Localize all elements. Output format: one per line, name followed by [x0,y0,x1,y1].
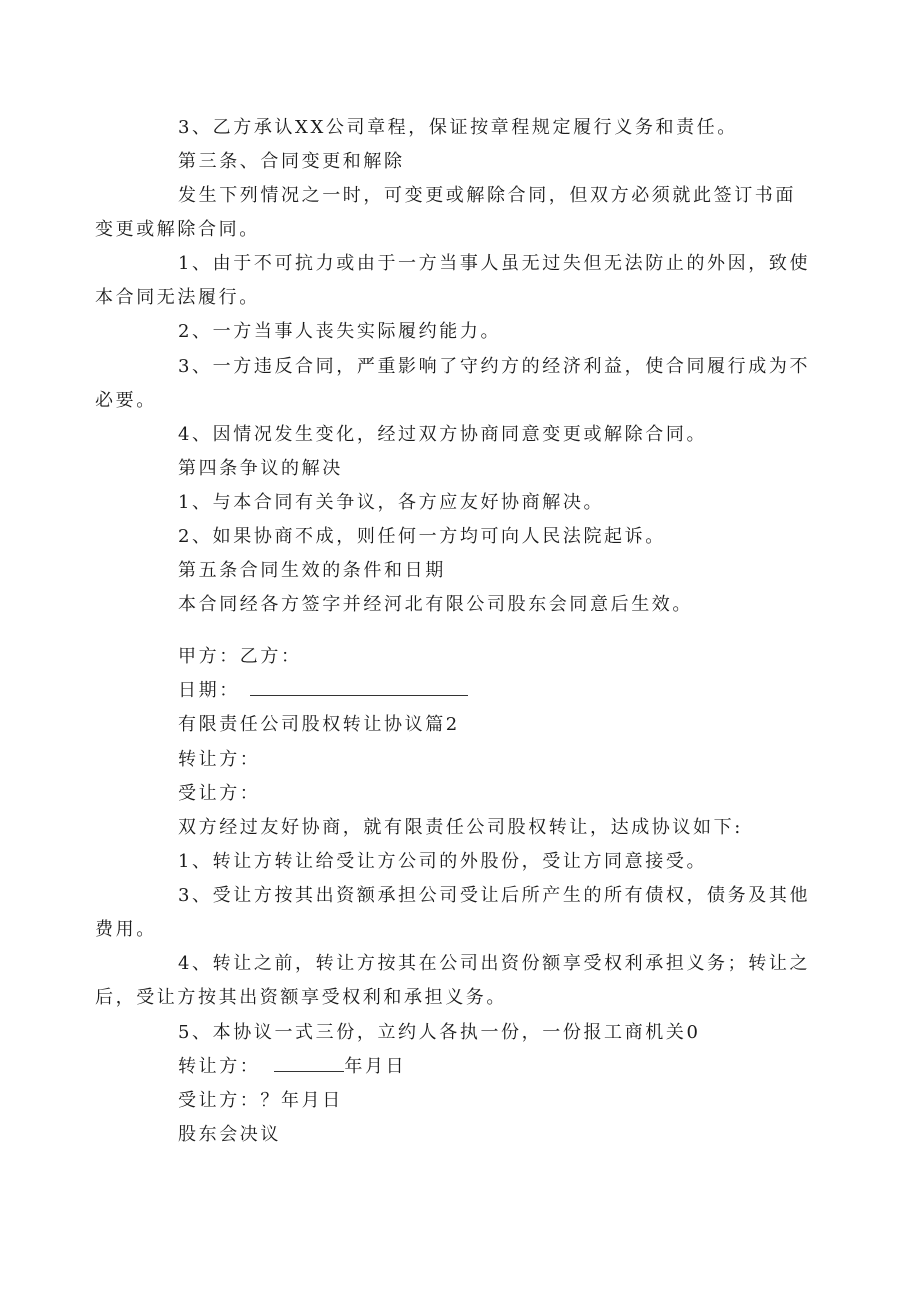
signature-parties: 甲方：乙方： [178,646,302,667]
paragraph-line: 双方经过友好协商，就有限责任公司股权转让，达成协议如下: [178,817,743,838]
paragraph-line: 4、转让之前，转让方按其在公司出资份额享受权利承担义务；转让之 [178,953,811,974]
paragraph-line: 2、一方当事人丧失实际履约能力。 [178,321,502,342]
paragraph-line: 本合同经各方签字并经河北有限公司股东会同意后生效。 [178,594,693,615]
paragraph-line: 变更或解除合同。 [95,219,260,240]
transferor-sign-date: 年月日 [344,1056,407,1077]
paragraph-line: 3、受让方按其出资额承担公司受让后所产生的所有债权，债务及其他 [178,885,811,906]
transferor-sign-line [178,1055,406,1079]
agreement-title: 有限责任公司股权转让协议篇2 [178,714,460,735]
transferee-sign-line: 受让方：？年月日 [178,1090,343,1111]
paragraph-line: 必要。 [95,390,157,411]
transferee-label: 受让方： [178,783,261,804]
paragraph-line: 1、由于不可抗力或由于一方当事人虽无过失但无法防止的外因，致使 [178,253,811,274]
paragraph-line: 3、乙方承认XX公司章程，保证按章程规定履行义务和责任。 [178,117,738,138]
section-heading: 第五条合同生效的条件和日期 [178,560,446,581]
section-heading: 股东会决议 [178,1124,281,1145]
paragraph-line: 1、与本合同有关争议，各方应友好协商解决。 [178,492,605,513]
transferor-sign-blank [274,1055,344,1072]
paragraph-line: 3、一方违反合同，严重影响了守约方的经济利益，使合同履行成为不 [178,356,811,377]
paragraph-line: 费用。 [95,919,157,940]
paragraph-line: 后，受让方按其出资额享受权利和承担义务。 [95,987,507,1008]
paragraph-line: 5、本协议一式三份，立约人各执一份，一份报工商机关0 [178,1022,701,1043]
paragraph-line: 2、如果协商不成，则任何一方均可向人民法院起诉。 [178,526,666,547]
paragraph-line: 本合同无法履行。 [95,287,260,308]
section-heading: 第四条争议的解决 [178,458,343,479]
paragraph-line: 4、因情况发生变化，经过双方协商同意变更或解除合同。 [178,424,708,445]
paragraph-line: 1、转让方转让给受让方公司的外股份，受让方同意接受。 [178,851,708,872]
transferor-sign-label: 转让方： [178,1056,261,1077]
date-blank [250,679,468,696]
date-label: 日期： [178,680,240,701]
section-heading: 第三条、合同变更和解除 [178,151,405,172]
transferor-label: 转让方： [178,749,261,770]
date-line [178,679,468,703]
paragraph-line: 发生下列情况之一时，可变更或解除合同，但双方必须就此签订书面 [178,185,796,206]
